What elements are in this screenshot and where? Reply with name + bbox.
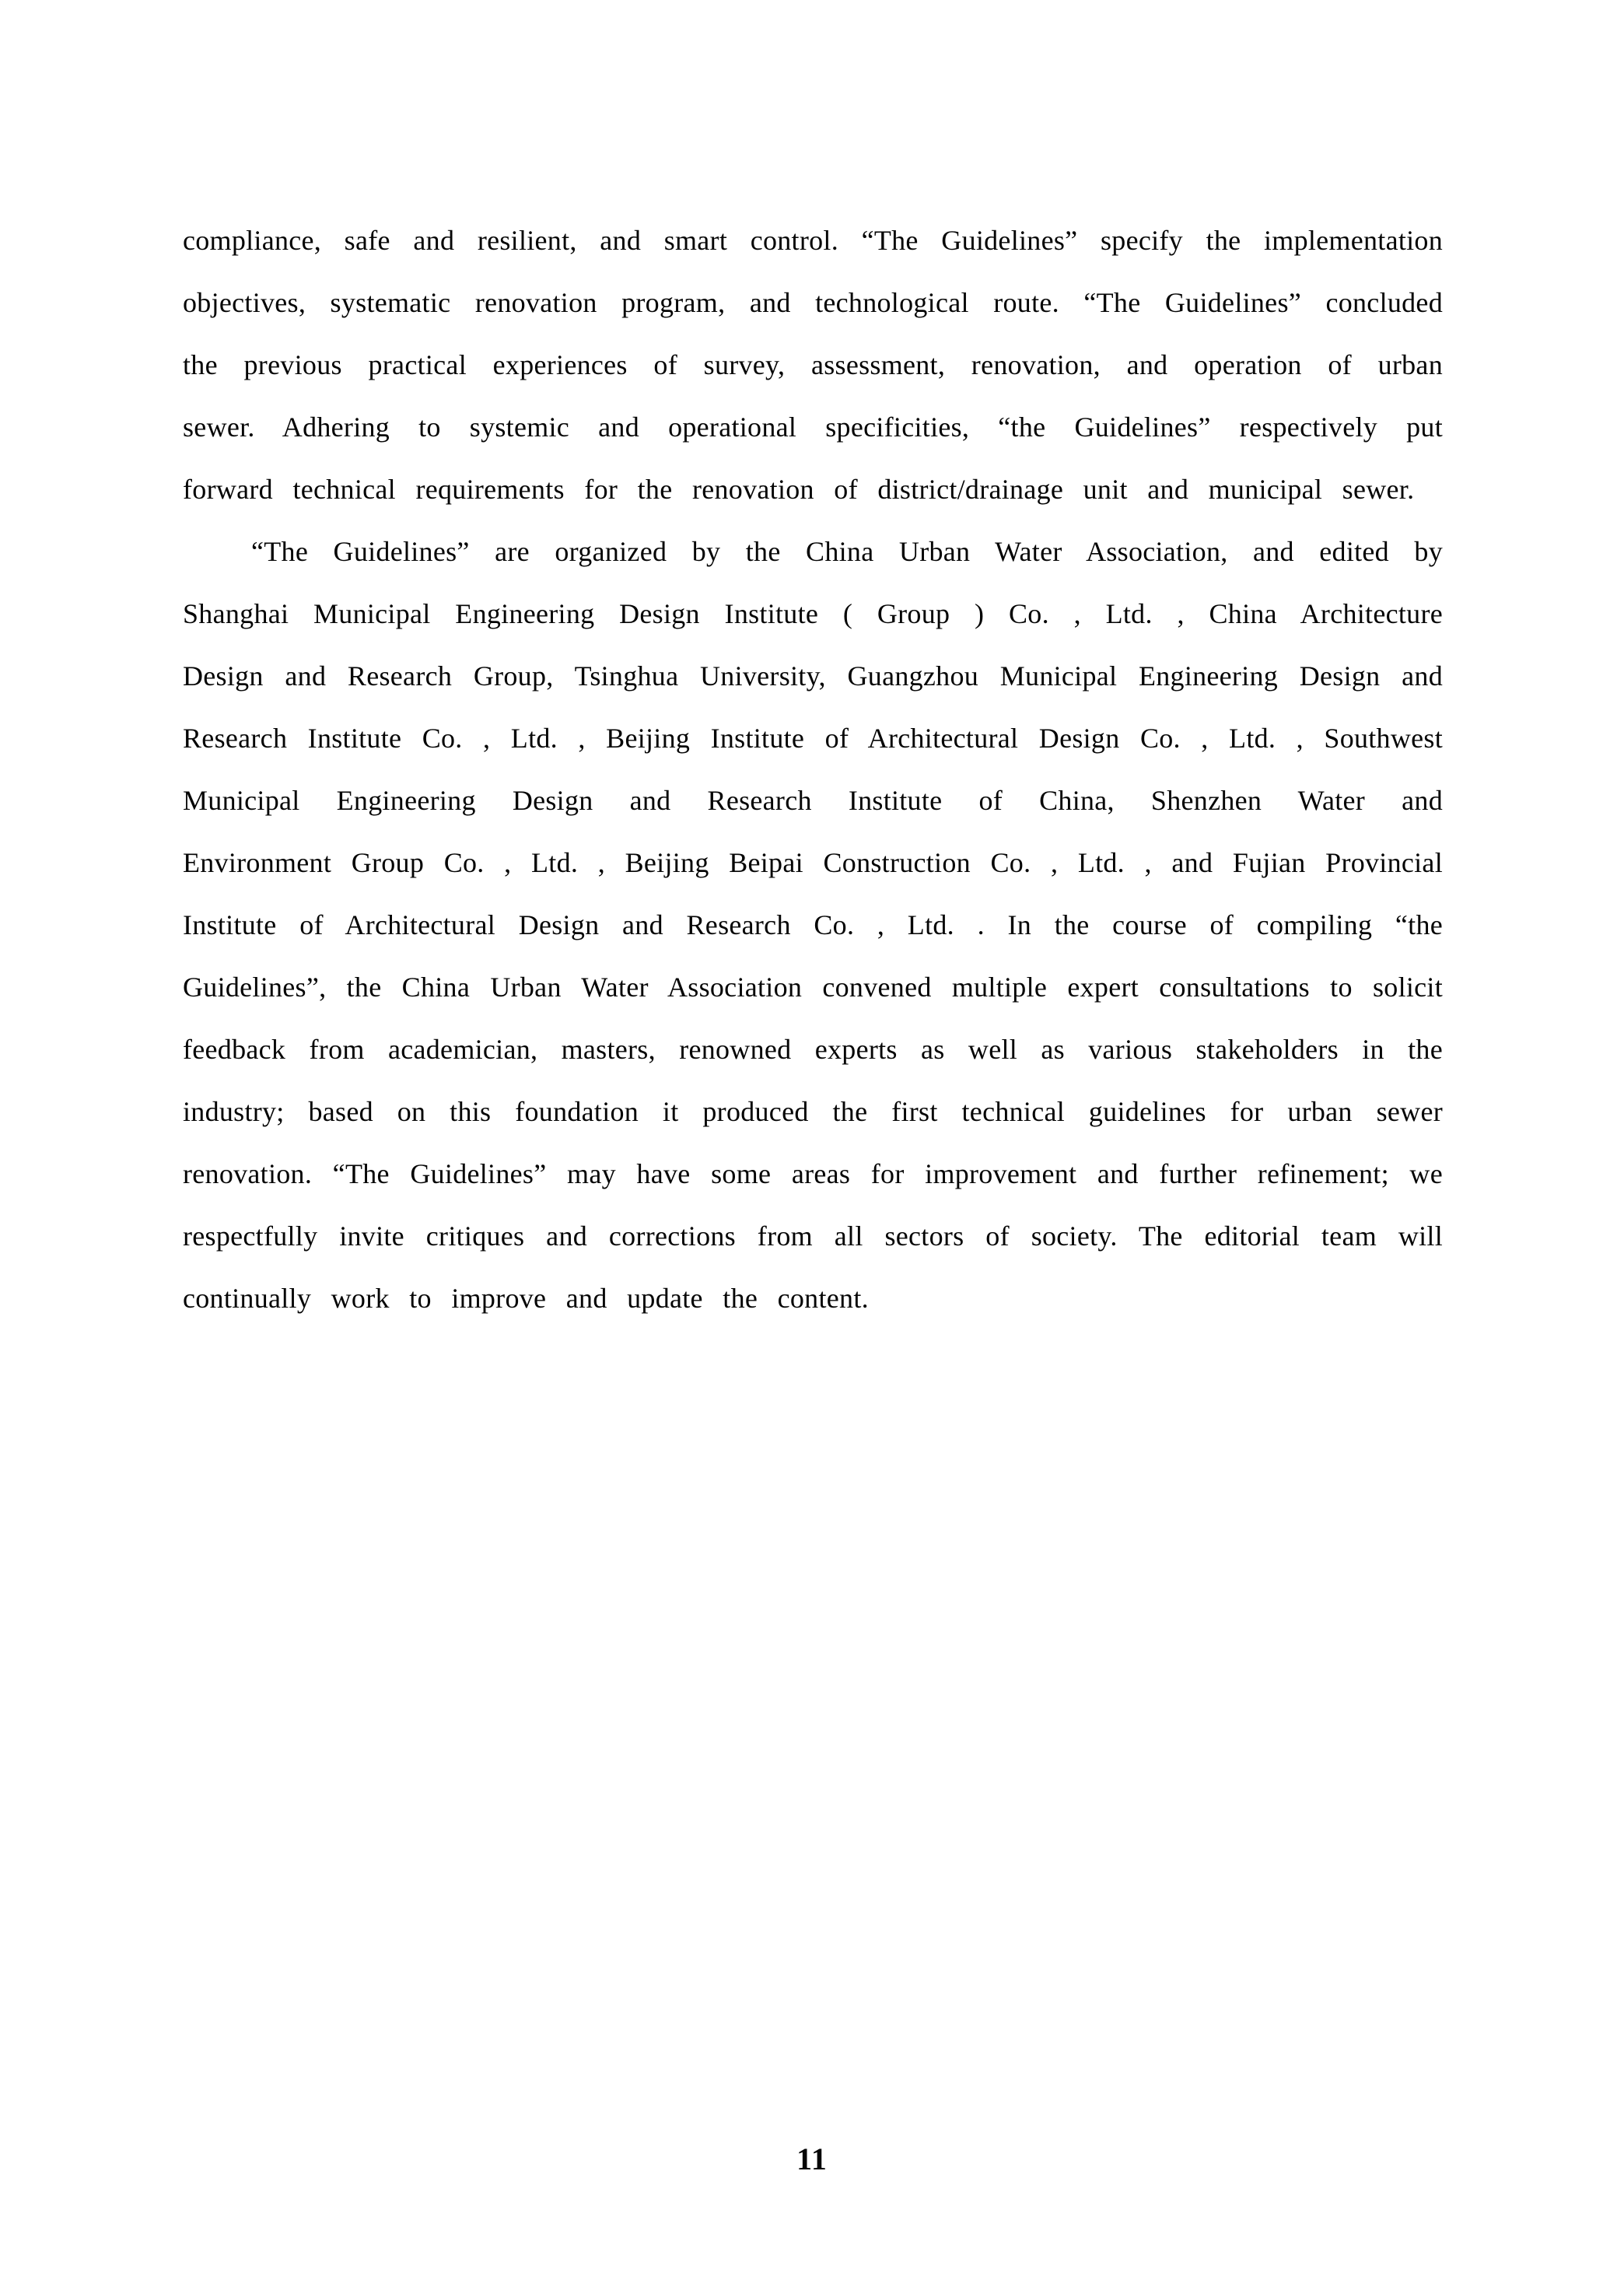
paragraph-continued: compliance, safe and resilient, and smart control. “The Guidelines” specify the implementation objectives, systematic renovation program, and technological route. “The Guidelines” concluded the previous practical experiences of survey, assessment, renovation, and operation of urban sewer. Adhering to systemic and operational specificities, “the Guidelines” respectively put forward technical requirements for the renovation of district/drainage unit and municipal sewer. [183, 225, 1443, 505]
page-number: 11 [796, 2141, 828, 2176]
paragraph-guidelines-credits: “The Guidelines” are organized by the China Urban Water Association, and edited by Shanghai Municipal Engineering Design Institute ( Group ) Co. , Ltd. , China Architecture Design and Research Group, Tsinghua University, Guangzhou Municipal Engineering Design and Research Institute Co. , Ltd. , Beijing Institute of Architectural Design Co. , Ltd. , Southwest Municipal Engineering Design and Research Institute of China, Shenzhen Water and Environment Group Co. , Ltd. , Beijing Beipai Construction Co. , Ltd. , and Fujian Provincial Institute of Architectural Design and Research Co. , Ltd. . In the course of compiling “the Guidelines”, the China Urban Water Association convened multiple expert consultations to solicit feedback from academician, masters, renowned experts as well as various stakeholders in the industry; based on this foundation it produced the first technical guidelines for urban sewer renovation. “The Guidelines” may have some areas for improvement and further refinement; we respectfully invite critiques and corrections from all sectors of society. The editorial team will continually work to improve and update the content. [183, 536, 1443, 1314]
body-text [183, 209, 1443, 1329]
